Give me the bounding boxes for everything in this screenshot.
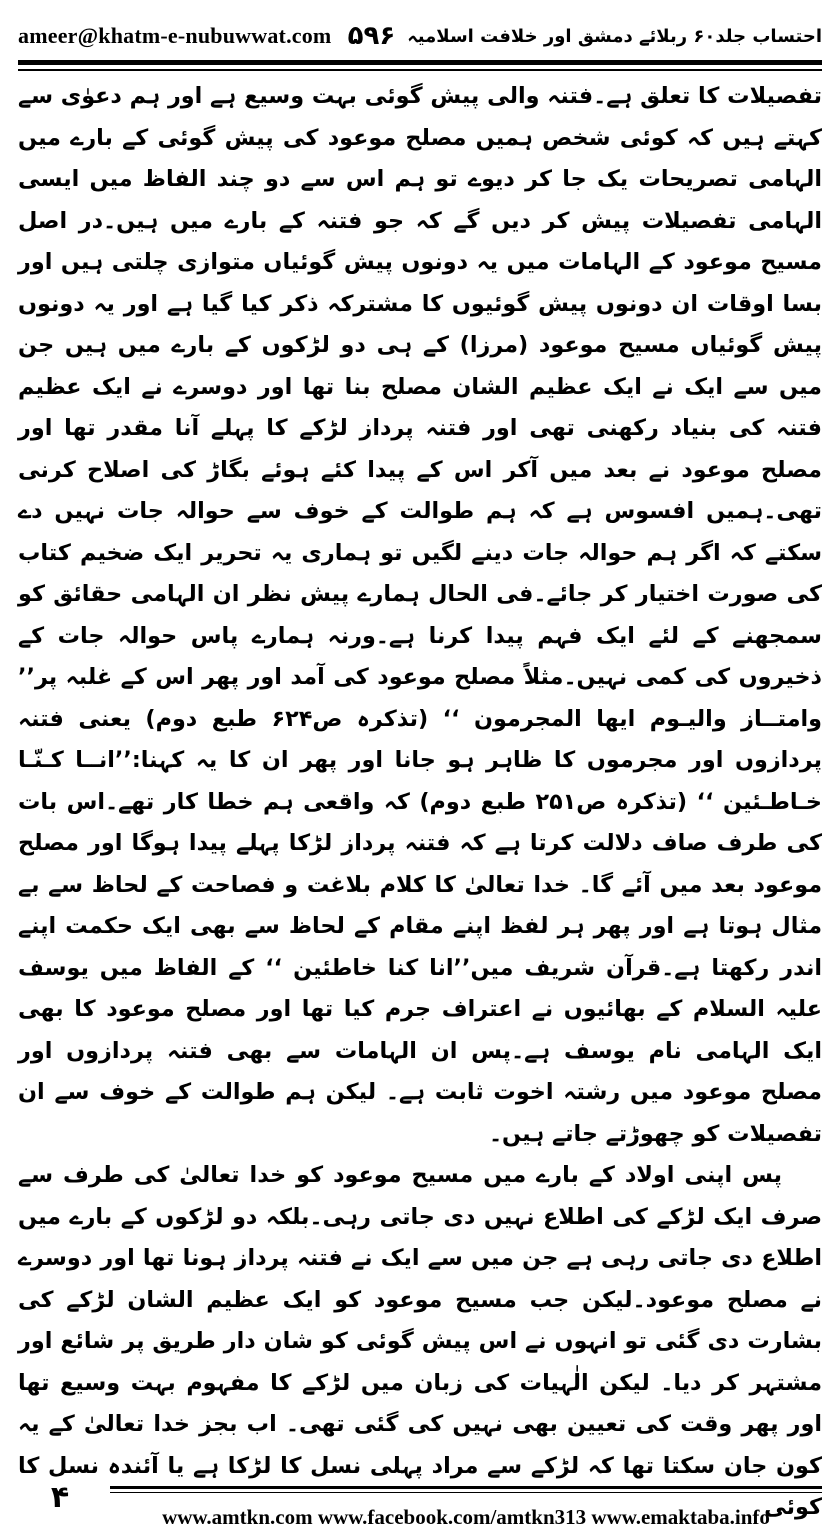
paragraph-1: تفصیلات کا تعلق ہے۔فتنہ والی پیش گوئی بہت وسیع ہے اور ہم دعوٰی سے کہتے ہیں کہ کوئی شخص ہمیں مصلح موعود کی پیش گوئی کے بارے میں الہامی تصریحات یک جا کر دیوے تو ہم اس سے دو چند الفاظ میں ایسی الہامی تفصیلات پیش کر دیں گے کہ جو فتنہ کے بارے میں ہیں۔در اصل مسیح موعود کے الہامات میں یہ دونوں پیش گوئیاں متوازی چلتی ہیں اور بسا اوقات ان دونوں پیش گوئیوں کا مشترکہ ذکر کیا گیا ہے اور یہ دونوں پیش گوئیاں مسیح موعود (مرزا) کے ہی دو لڑکوں کے بارے میں ہیں جن میں سے ایک نے ایک عظیم الشان مصلح بنا تھا اور دوسرے نے ایک عظیم فتنہ کی بنیاد رکھنی تھی اور فتنہ پرداز لڑکے کا پہلے آنا مقدر تھا اور مصلح موعود نے بعد میں آکر اس کے پیدا کئے ہوئے بگاڑ کی اصلاح کرنی تھی۔ہمیں افسوس ہے کہ ہم طوالت کے خوف سے حوالہ جات نہیں دے سکتے کہ اگر ہم حوالہ جات دینے لگیں تو ہماری یہ تحریر ایک ضخیم کتاب کی صورت اختیار کر جائے۔فی الحال ہمارے پیش نظر ان الہامی حقائق کو سمجھنے کے لئے ایک فہم پیدا کرنا ہے۔ورنہ ہمارے پاس حوالہ جات کے ذخیروں کی کمی نہیں۔مثلاً مصلح موعود کی آمد اور پھر اس کے غلبہ پر’’ وامتــاز والیـوم ایھا المجرمون ‘‘ (تذکرہ ص۶۲۴ طبع دوم) یعنی فتنہ پردازوں اور مجرموں کا ظاہر ہو جانا اور پھر ان کا یہ کہنا:’’انــا کـنّـا خـاطـئین ‘‘ (تذکرہ ص۲۵۱ طبع دوم) کہ واقعی ہم خطا کار تھے۔اس بات کی طرف صاف دلالت کرتا ہے کہ فتنہ پرداز لڑکا پہلے پیدا ہوگا اور مصلح موعود بعد میں آئے گا۔ خدا تعالیٰ کا کلام بلاغت و فصاحت کے لحاظ سے بے مثال ہوتا ہے اور پھر ہر لفظ اپنے مقام کے لحاظ سے بھی ایک حکمت اپنے اندر رکھتا ہے۔قرآن شریف میں’’انا کنا خاطئین ‘‘ کے الفاظ میں یوسف علیہ السلام کے بھائیوں نے اعتراف جرم کیا تھا اور مصلح موعود کا بھی ایک الہامی نام یوسف ہے۔پس ان الہامات سے بھی فتنہ پردازوں اور مصلح موعود میں رشتہ اخوت ثابت ہے۔ لیکن ہم طوالت کے خوف سے ان تفصیلات کو چھوڑتے جاتے ہیں۔ [18, 83, 822, 1147]
paragraph-2: پس اپنی اولاد کے بارے میں مسیح موعود کو خدا تعالیٰ کی طرف سے صرف ایک لڑکے کی اطلاع نہیں دی جاتی رہی۔بلکہ دو لڑکوں کے بارے میں اطلاع دی جاتی رہی ہے جن میں سے ایک نے فتنہ پرداز ہونا تھا اور دوسرے نے مصلح موعود۔لیکن جب مسیح موعود کو ایک عظیم الشان لڑکے کی بشارت دی گئی تو انہوں نے اس پیش گوئی کو شان دار طریق پر شائع اور مشتہر کر دیا۔ لیکن الٰہیات کی زبان میں لڑکے کا مفہوم بہت وسیع تھا اور پھر وقت کی تعیین بھی نہیں کی گئی تھی۔ اب بجز خدا تعالیٰ کے یہ کون جان سکتا تھا کہ لڑکے سے مراد پہلی نسل کا لڑکا ہے یا آئندہ نسل کا کوئی [18, 1162, 822, 1520]
footer-rule-thick [110, 1486, 822, 1489]
footer-page-number: ۴ [50, 1480, 70, 1515]
header-email: ameer@khatm-e-nubuwwat.com [18, 23, 332, 48]
header-rule-thick [18, 60, 822, 65]
header-page-number: ۵۹۶ [347, 21, 396, 51]
header-title [348, 21, 822, 51]
header-book-title: احتساب جلد۶۰ ربلائے دمشق اور خلافت اسلامیہ [407, 25, 822, 47]
footer-links: www.amtkn.com www.facebook.com/amtkn313 www.emaktaba.info [162, 1505, 770, 1529]
footer-rule-thin [110, 1492, 822, 1493]
header-rule-thin [18, 69, 822, 71]
page-header [18, 14, 822, 58]
